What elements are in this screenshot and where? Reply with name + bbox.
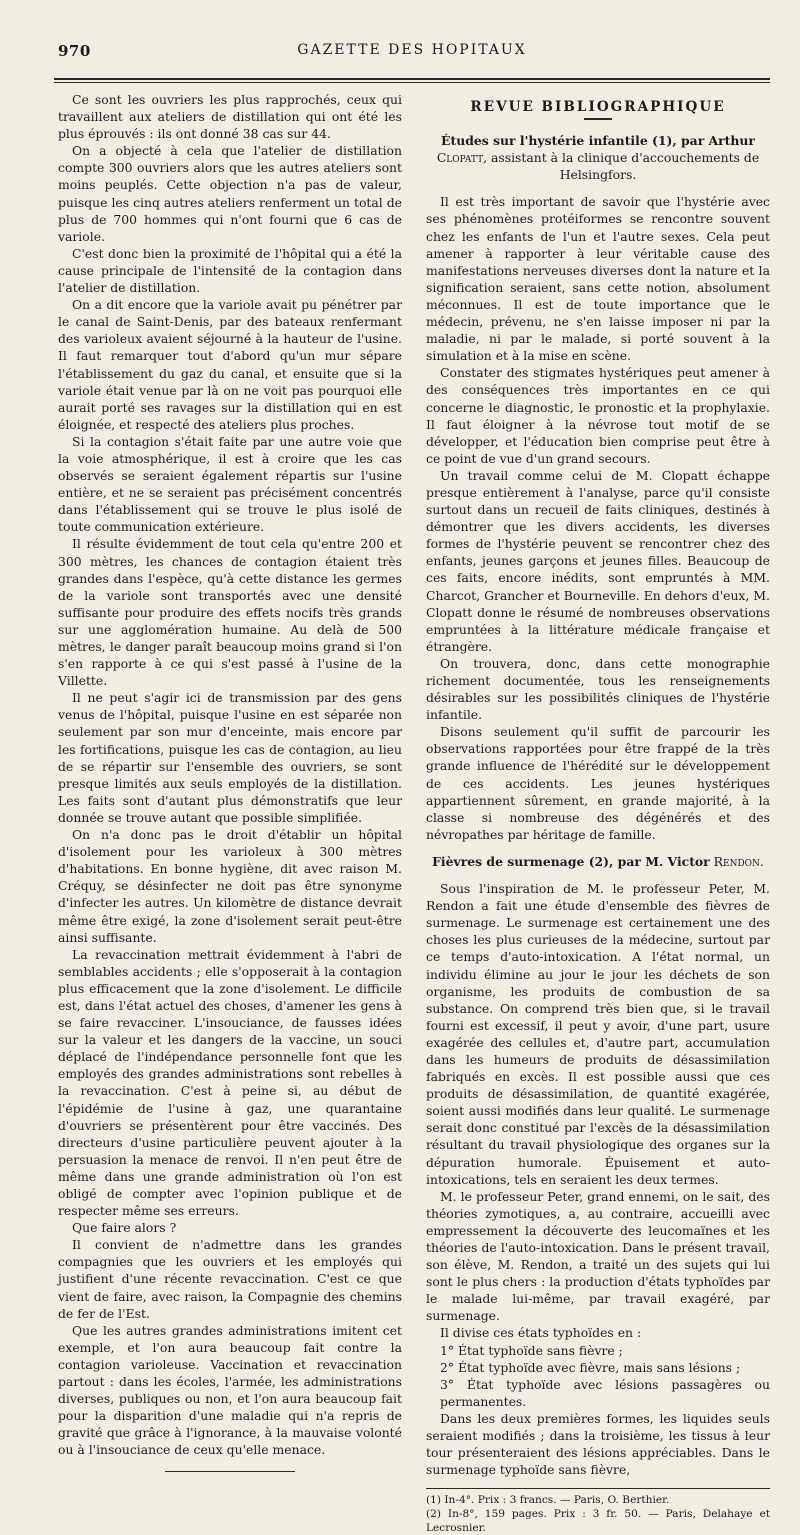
running-title: GAZETTE DES HOPITAUX <box>297 42 527 58</box>
footnote-rule <box>426 1488 770 1489</box>
review-title <box>426 132 770 183</box>
review-title-text: Études sur l'hystérie infantile (1), par Arthur <box>441 133 755 149</box>
paragraph: Il convient de n'admettre dans les grandes compagnies que les ouvriers et les employés qui justifient d'une récente revaccination. C'est ce que vient de faire, avec raison, la Compagnie des chemins de fer de l'Est. <box>58 1237 402 1321</box>
paragraph: Que les autres grandes administrations imitent cet exemple, et l'on aura beaucoup fait contre la contagion varioleuse. Vaccination et revaccination partout : dans les écoles, l'armée, les administrations diverses, publiques ou non, et l'on aura beaucoup fait pour la disparition d'une maladie qui n'a repris de gravité que grâce à l'ignorance, à la mauvaise volonté ou à l'insouciance de ceux qu'elle menace. <box>58 1322 402 1458</box>
footnote: (2) In-8°, 159 pages. Prix : 3 fr. 50. — Paris, Delahaye et Lecrosnier. <box>426 1508 770 1535</box>
paragraph: Il divise ces états typhoïdes en : <box>440 1325 642 1341</box>
paragraph: Dans les deux premières formes, les liquides seuls seraient modifiés ; dans la troisième, les tissus à leur tour présenteraient des lésions appréciables. Dans le surmenage typhoïde sans fièvre, <box>426 1410 770 1478</box>
list-item: 3° État typhoïde avec lésions passagères ou permanentes. <box>440 1376 770 1409</box>
paragraph: Si la contagion s'était faite par une autre voie que la voie atmosphérique, il est à croire que les cas observés se seraient également répartis sur l'usine entière, et ne se seraient pas précisément concentrés dans l'établissement qui se trouve le plus isolé de toute communication extérieure. <box>58 433 402 535</box>
review-author: Clopatt, <box>436 150 488 166</box>
paragraph: On a dit encore que la variole avait pu pénétrer par le canal de Saint-Denis, par des bateaux renfermant des varioleux avaient séjourné à la hauteur de l'usine. Il faut remarquer tout d'abord qu'un mur sépare l'établissement du gaz du canal, et ensuite que si la variole était venue par là on ne voit pas pourquoi elle aurait porté ses ravages sur la distillation qui en est éloignée, et respecté des ateliers plus proches. <box>58 297 402 432</box>
review-title <box>426 853 770 870</box>
list-item: 2° État typhoïde avec fièvre, mais sans lésions ; <box>440 1359 741 1375</box>
paragraph: Disons seulement qu'il suffit de parcourir les observations rapportées pour être frappé de la très grande influence de l'hérédité sur le développement de ces accidents. Les jeunes hystériques appartiennent sûrement, en grande majorité, à la classe si nombreuse des dégénérés et des névropathes par héritage de famille. <box>426 724 770 842</box>
paragraph: Sous l'inspiration de M. le professeur Peter, M. Rendon a fait une étude d'ensemble des fièvres de surmenage. Le surmenage est certainement une des choses les plus curieuses de la médecine, surtout par ce temps d'auto-intoxication. A l'état normal, un individu élimine au jour le jour les déchets de son organisme, les produits de combustion de sa substance. On comprend très bien que, si le travail fourni est excessif, il peut y avoir, d'une part, usure exagérée des cellules et, d'autre part, accumulation dans les humeurs de produits de désassimilation fabriqués en excès. Il est possible aussi que ces produits de désassimilation, de quantité exagérée, soient aussi modifiés dans leur qualité. Le surmenage serait donc constitué par l'excès de la désassimilation résultant du travail physiologique des organes sur la dépuration humorale. Épuisement et auto-intoxications, tels en seraient les deux termes. <box>426 881 770 1187</box>
columns <box>54 91 770 1535</box>
review-author: Rendon. <box>713 853 764 869</box>
list-item: 1° État typhoïde sans fièvre ; <box>440 1342 623 1358</box>
spacer <box>426 843 770 853</box>
paragraph: Il est très important de savoir que l'hystérie avec ses phénomènes protéiformes se rencontre souvent chez les enfants de l'un et l'autre sexes. Cela peut amener à rapporter à leur véritable cause des manifestations nerveuses diverses dont la nature et la signification seraient, sans cette notion, absolument méconnues. Il est de toute importance que le médecin, prévenu, ne s'en laisse imposer ni par la maladie, ni par le malade, si porté souvent à la simulation et à la mise en scène. <box>426 194 770 364</box>
paragraph: Il ne peut s'agir ici de transmission par des gens venus de l'hôpital, puisque l'usine en est séparée non seulement par son mur d'enceinte, mais encore par les fortifications, puisque les cas de contagion, au lieu de se répartir sur l'ensemble des ouvriers, se sont presque limités aux seuls employés de la distillation. Les faits sont d'autant plus démonstratifs que leur donnée se trouve autant que possible simplifiée. <box>58 690 402 825</box>
paragraph: Un travail comme celui de M. Clopatt échappe presque entièrement à l'analyse, parce qu'il consiste surtout dans un recueil de faits cliniques, destinés à démontrer que les divers accidents, les diverses formes de l'hystérie peuvent se rencontrer chez des enfants, jeunes garçons et jeunes filles. Beaucoup de ces faits, encore inédits, sont empruntés à MM. Charcot, Grancher et Bourneville. En dehors d'eux, M. Clopatt donne le résumé de nombreuses observations empruntées à la littérature médicale française et étrangère. <box>426 467 770 654</box>
paragraph: Que faire alors ? <box>72 1220 177 1236</box>
paragraph: La revaccination mettrait évidemment à l'abri de semblables accidents ; elle s'opposerait à la contagion plus efficacement que la zone d'isolement. Le difficile est, dans l'état actuel des choses, d'amener les gens à se faire revacciner. L'insouciance, de fausses idées sur la valeur et les dangers de la vaccine, un souci déplacé de l'indépendance personnelle font que les employés des grandes administrations sont rebelles à la revaccination. C'est à peine si, au début de l'épidémie de l'usine à gaz, une quarantaine d'ouvriers se présentèrent pour être vaccinés. Des directeurs d'usine particulière peuvent ajouter à la persuasion la menace de renvoi. Il n'en peut être de même dans une grande administration où l'on est obligé de compter avec l'opinion publique et de respecter même ses erreurs. <box>58 946 402 1219</box>
header-rule-thin <box>54 82 770 83</box>
paragraph: M. le professeur Peter, grand ennemi, on le sait, des théories zymotiques, a, au contraire, accueilli avec empressement la découverte des leucomaïnes et les théories de l'auto-intoxication. Dans le présent travail, son élève, M. Rendon, a traité un des sujets qui lui sont le plus chers : la production d'états typhoïdes par le malade lui-même, par travail exagéré, par surmenage. <box>426 1188 770 1324</box>
review-subtitle: assistant à la clinique d'accouchements de Helsingfors. <box>490 150 760 183</box>
paragraph: Constater des stigmates hystériques peut amener à des conséquences très importantes en ce qui concerne le diagnostic, le pronostic et la prophylaxie. Il faut éloigner à la névrose tout motif de se développer, et l'éducation bien comprise peut être à ce point de vue d'un grand secours. <box>426 365 770 466</box>
section-heading: REVUE BIBLIOGRAPHIQUE <box>470 99 726 115</box>
page-header <box>54 36 770 58</box>
header-rule <box>54 78 770 80</box>
paragraph: Ce sont les ouvriers les plus rapprochés, ceux qui travaillent aux ateliers de distillation qui ont été les plus éprouvés : ils ont donné 38 cas sur 44. <box>58 92 402 142</box>
review-title-text: Fièvres de surmenage (2), par M. Victor <box>432 853 710 869</box>
right-column <box>426 91 770 1535</box>
paragraph: On a objecté à cela que l'atelier de distillation compte 300 ouvriers alors que les autres ateliers sont moins peuplés. Cette objection n'a pas de valeur, puisque les cinq autres ateliers renferment un total de plus de 700 hommes qui n'ont fourni que 6 cas de variole. <box>58 143 402 244</box>
page-number: 970 <box>58 42 91 60</box>
article-end-rule <box>165 1471 295 1472</box>
paragraph: On n'a donc pas le droit d'établir un hôpital d'isolement pour les varioleux à 300 mètres d'habitations. En bonne hygiène, dit avec raison M. Créquy, se désinfecter ne doit pas être synonyme d'infecter les autres. Un kilomètre de distance devrait même être exigé, la zone d'isolement serait peut-être ainsi suffisante. <box>58 827 402 945</box>
left-column <box>54 91 402 1535</box>
heading-rule <box>584 118 612 120</box>
paragraph: Il résulte évidemment de tout cela qu'entre 200 et 300 mètres, les chances de contagion étaient très grandes dans l'espèce, qu'à cette distance les germes de la variole sont transportés avec une densité suffisante pour produire des effets nocifs très grands sur une agglomération humaine. Au delà de 500 mètres, le danger paraît beaucoup moins grand si l'on s'en rapporte à ce qui s'est passé à l'usine de la Villette. <box>58 536 402 689</box>
footnote: (1) In-4°. Prix : 3 francs. — Paris, O. Berthier. <box>426 1494 670 1507</box>
paragraph: C'est donc bien la proximité de l'hôpital qui a été la cause principale de l'intensité de la contagion dans l'atelier de distillation. <box>58 245 402 296</box>
paragraph: On trouvera, donc, dans cette monographie richement documentée, tous les renseignements désirables sur les possibilités cliniques de l'hystérie infantile. <box>426 655 770 723</box>
